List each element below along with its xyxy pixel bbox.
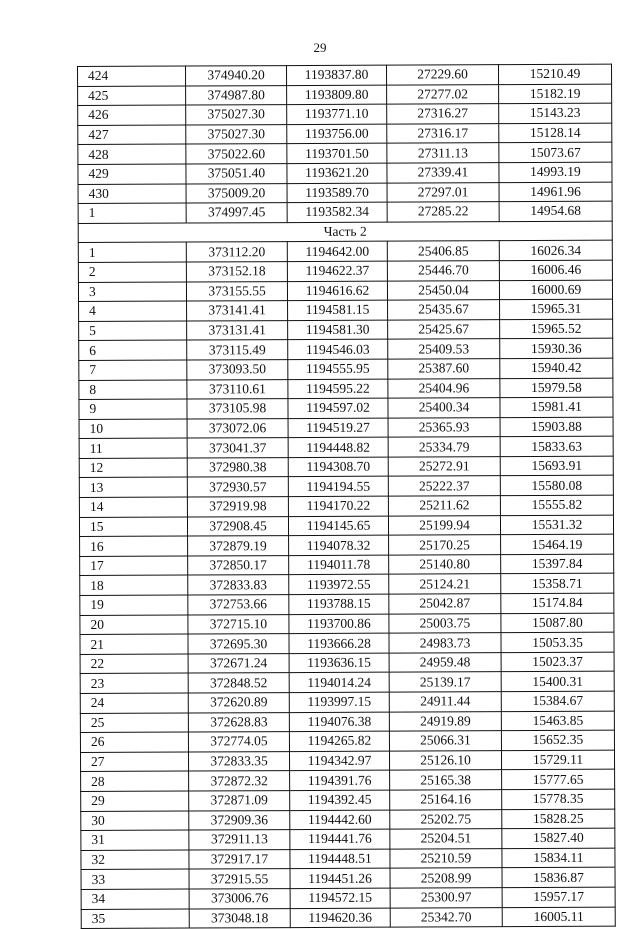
point-number-cell: 7 xyxy=(79,360,187,380)
point-number-cell: 32 xyxy=(81,850,189,870)
x2-cell: 25406.85 xyxy=(387,241,499,261)
point-number-cell: 11 xyxy=(79,438,187,458)
x2-cell: 25365.93 xyxy=(388,417,500,437)
y2-cell: 15940.42 xyxy=(500,358,613,378)
table-row xyxy=(78,64,612,86)
y-cell: 1194620.36 xyxy=(290,908,390,928)
table-row xyxy=(78,84,612,106)
point-number-cell: 21 xyxy=(80,634,188,654)
table-row xyxy=(79,299,613,321)
x2-cell: 24983.73 xyxy=(389,633,501,653)
x-cell: 373093.50 xyxy=(187,359,288,379)
x2-cell: 25164.16 xyxy=(390,790,502,810)
x2-cell: 25003.75 xyxy=(389,613,501,633)
x2-cell: 25334.79 xyxy=(388,437,500,457)
x-cell: 372671.24 xyxy=(188,653,289,673)
coordinates-table-wrap xyxy=(77,64,612,929)
y2-cell: 14954.68 xyxy=(499,201,612,221)
y2-cell: 15210.49 xyxy=(498,64,611,84)
point-number-cell: 19 xyxy=(80,595,188,615)
table-row xyxy=(81,828,615,850)
x-cell: 372919.98 xyxy=(187,497,288,517)
x2-cell: 25140.80 xyxy=(389,554,501,574)
point-number-cell: 17 xyxy=(80,556,188,576)
y-cell: 1194597.02 xyxy=(288,398,388,418)
x-cell: 375027.30 xyxy=(186,105,287,125)
y2-cell: 15087.80 xyxy=(501,613,614,633)
table-row xyxy=(79,417,613,439)
x2-cell: 25425.67 xyxy=(388,319,500,339)
point-number-cell: 35 xyxy=(81,909,189,929)
y-cell: 1194145.65 xyxy=(288,516,388,536)
y-cell: 1194595.22 xyxy=(288,379,388,399)
table-row xyxy=(78,201,612,223)
table-row xyxy=(79,378,613,400)
point-number-cell: 14 xyxy=(79,497,187,517)
y2-cell: 15729.11 xyxy=(501,750,614,770)
x2-cell: 25446.70 xyxy=(387,261,499,281)
table-row xyxy=(78,103,612,125)
table-row xyxy=(78,123,612,145)
x-cell: 372774.05 xyxy=(188,732,289,752)
x2-cell: 25170.25 xyxy=(389,535,501,555)
y2-cell: 15903.88 xyxy=(500,417,613,437)
y2-cell: 15358.71 xyxy=(501,574,614,594)
y2-cell: 15182.19 xyxy=(499,84,612,104)
table-row xyxy=(78,260,612,282)
x-cell: 374997.45 xyxy=(186,203,287,223)
point-number-cell: 31 xyxy=(81,830,189,850)
x2-cell: 25409.53 xyxy=(388,339,500,359)
y-cell: 1194308.70 xyxy=(288,457,388,477)
x2-cell: 25404.96 xyxy=(388,378,500,398)
y2-cell: 15174.84 xyxy=(501,593,614,613)
x-cell: 372620.89 xyxy=(188,693,289,713)
table-row xyxy=(80,613,614,635)
table-row xyxy=(81,770,615,792)
y2-cell: 15827.40 xyxy=(502,828,615,848)
y-cell: 1193636.15 xyxy=(289,653,389,673)
y2-cell: 15693.91 xyxy=(500,456,613,476)
x-cell: 373048.18 xyxy=(189,908,290,928)
point-number-cell: 4 xyxy=(79,301,187,321)
x2-cell: 25042.87 xyxy=(389,594,501,614)
y2-cell: 15384.67 xyxy=(501,691,614,711)
y-cell: 1194014.24 xyxy=(289,673,389,693)
x2-cell: 24959.48 xyxy=(389,652,501,672)
x2-cell: 25066.31 xyxy=(389,731,501,751)
x-cell: 372909.36 xyxy=(189,810,290,830)
x2-cell: 25202.75 xyxy=(390,809,502,829)
y-cell: 1193756.00 xyxy=(287,124,387,144)
x-cell: 372715.10 xyxy=(188,614,289,634)
y2-cell: 15833.63 xyxy=(500,436,613,456)
point-number-cell: 33 xyxy=(81,869,189,889)
table-row xyxy=(80,711,614,733)
x-cell: 372753.66 xyxy=(188,595,289,615)
x2-cell: 25210.59 xyxy=(390,848,502,868)
x2-cell: 24911.44 xyxy=(389,692,501,712)
y-cell: 1194572.15 xyxy=(290,888,390,908)
table-row xyxy=(79,319,613,341)
y-cell: 1194448.82 xyxy=(288,437,388,457)
table-row xyxy=(81,868,615,890)
point-number-cell: 28 xyxy=(81,771,189,791)
x2-cell: 25165.38 xyxy=(390,770,502,790)
x2-cell: 25387.60 xyxy=(388,359,500,379)
y-cell: 1194581.15 xyxy=(288,300,388,320)
x2-cell: 25400.34 xyxy=(388,398,500,418)
point-number-cell: 5 xyxy=(79,321,187,341)
point-number-cell: 9 xyxy=(79,399,187,419)
y2-cell: 16006.46 xyxy=(499,260,612,280)
y2-cell: 15531.32 xyxy=(500,515,613,535)
x2-cell: 25139.17 xyxy=(389,672,501,692)
x2-cell: 25204.51 xyxy=(390,829,502,849)
x2-cell: 27311.13 xyxy=(387,143,499,163)
x-cell: 372908.45 xyxy=(187,516,288,536)
y2-cell: 16026.34 xyxy=(499,241,612,261)
point-number-cell: 1 xyxy=(78,242,186,262)
point-number-cell: 429 xyxy=(78,164,186,184)
x-cell: 372980.38 xyxy=(187,457,288,477)
x-cell: 372872.32 xyxy=(189,771,290,791)
y2-cell: 15053.35 xyxy=(501,632,614,652)
y-cell: 1193589.70 xyxy=(287,183,387,203)
x2-cell: 24919.89 xyxy=(389,711,501,731)
table-row xyxy=(79,358,613,380)
y-cell: 1194519.27 xyxy=(288,418,388,438)
y-cell: 1194194.55 xyxy=(288,477,388,497)
y-cell: 1193771.10 xyxy=(287,104,387,124)
y-cell: 1193666.28 xyxy=(289,633,389,653)
point-number-cell: 20 xyxy=(80,615,188,635)
point-number-cell: 1 xyxy=(78,203,186,223)
x-cell: 373112.20 xyxy=(186,242,287,262)
table-row xyxy=(78,241,612,263)
y2-cell: 15580.08 xyxy=(500,476,613,496)
y-cell: 1194442.60 xyxy=(290,810,390,830)
y-cell: 1193997.15 xyxy=(289,692,389,712)
x-cell: 372917.17 xyxy=(189,849,290,869)
y2-cell: 15965.52 xyxy=(500,319,613,339)
y2-cell: 15930.36 xyxy=(500,338,613,358)
table-row xyxy=(79,515,613,537)
x2-cell: 25272.91 xyxy=(388,457,500,477)
point-number-cell: 29 xyxy=(81,791,189,811)
point-number-cell: 34 xyxy=(81,889,189,909)
x-cell: 373105.98 xyxy=(187,399,288,419)
x-cell: 373152.18 xyxy=(186,262,287,282)
x-cell: 375009.20 xyxy=(186,183,287,203)
point-number-cell: 24 xyxy=(80,693,188,713)
y-cell: 1194342.97 xyxy=(289,751,389,771)
table-row xyxy=(79,436,613,458)
table-row xyxy=(79,495,613,517)
table-row xyxy=(79,397,613,419)
y-cell: 1194441.76 xyxy=(290,829,390,849)
y2-cell: 15834.11 xyxy=(502,848,615,868)
point-number-cell: 6 xyxy=(79,340,187,360)
table-row xyxy=(80,730,614,752)
table-row xyxy=(80,554,614,576)
x-cell: 374987.80 xyxy=(186,85,287,105)
point-number-cell: 427 xyxy=(78,125,186,145)
y-cell: 1194622.37 xyxy=(287,261,387,281)
x2-cell: 25199.94 xyxy=(388,515,500,535)
y-cell: 1194392.45 xyxy=(290,790,390,810)
point-number-cell: 22 xyxy=(80,654,188,674)
table-row xyxy=(78,162,612,184)
point-number-cell: 15 xyxy=(79,517,187,537)
y2-cell: 15778.35 xyxy=(502,789,615,809)
x-cell: 372850.17 xyxy=(188,555,289,575)
point-number-cell: 424 xyxy=(78,66,186,86)
x2-cell: 25450.04 xyxy=(387,280,499,300)
x-cell: 373006.76 xyxy=(189,889,290,909)
x-cell: 372871.09 xyxy=(189,791,290,811)
x-cell: 372930.57 xyxy=(187,477,288,497)
coordinates-table xyxy=(77,64,616,929)
table-row xyxy=(80,574,614,596)
x-cell: 374940.20 xyxy=(186,66,287,86)
point-number-cell: 430 xyxy=(78,184,186,204)
point-number-cell: 426 xyxy=(78,105,186,125)
y-cell: 1194076.38 xyxy=(289,712,389,732)
point-number-cell: 30 xyxy=(81,811,189,831)
point-number-cell: 18 xyxy=(80,575,188,595)
y2-cell: 14993.19 xyxy=(499,162,612,182)
x-cell: 372848.52 xyxy=(188,673,289,693)
table-row xyxy=(78,182,612,204)
y2-cell: 14961.96 xyxy=(499,182,612,202)
table-row xyxy=(79,456,613,478)
table-row xyxy=(80,652,614,674)
x2-cell: 27297.01 xyxy=(387,182,499,202)
point-number-cell: 3 xyxy=(78,282,186,302)
point-number-cell: 16 xyxy=(80,536,188,556)
table-row xyxy=(78,143,612,165)
y2-cell: 15143.23 xyxy=(499,103,612,123)
y-cell: 1193809.80 xyxy=(287,85,387,105)
point-number-cell: 26 xyxy=(80,732,188,752)
x-cell: 372915.55 xyxy=(189,869,290,889)
y2-cell: 16005.11 xyxy=(502,907,615,927)
x2-cell: 25300.97 xyxy=(390,888,502,908)
x2-cell: 27285.22 xyxy=(387,202,499,222)
y-cell: 1194170.22 xyxy=(288,496,388,516)
y2-cell: 15400.31 xyxy=(501,672,614,692)
table-part-2-header xyxy=(78,221,612,243)
table-row xyxy=(80,593,614,615)
y-cell: 1193837.80 xyxy=(287,65,387,85)
x2-cell: 27339.41 xyxy=(387,163,499,183)
x-cell: 373072.06 xyxy=(187,418,288,438)
x-cell: 373155.55 xyxy=(186,281,287,301)
y-cell: 1194555.95 xyxy=(288,359,388,379)
table-row xyxy=(78,280,612,302)
x-cell: 372833.83 xyxy=(188,575,289,595)
y2-cell: 15981.41 xyxy=(500,397,613,417)
y2-cell: 15464.19 xyxy=(501,534,614,554)
point-number-cell: 2 xyxy=(78,262,186,282)
y-cell: 1193700.86 xyxy=(289,614,389,634)
table-part-1 xyxy=(78,64,613,223)
x-cell: 372879.19 xyxy=(188,536,289,556)
point-number-cell: 13 xyxy=(79,477,187,497)
table-row xyxy=(81,848,615,870)
y-cell: 1194011.78 xyxy=(289,555,389,575)
part-2-label: Часть 2 xyxy=(78,221,612,243)
x-cell: 375051.40 xyxy=(186,164,287,184)
y-cell: 1193788.15 xyxy=(289,594,389,614)
x-cell: 372911.13 xyxy=(189,830,290,850)
point-number-cell: 10 xyxy=(79,419,187,439)
x2-cell: 25126.10 xyxy=(389,750,501,770)
x-cell: 373110.61 xyxy=(187,379,288,399)
point-number-cell: 425 xyxy=(78,86,186,106)
page-number: 29 xyxy=(313,40,327,55)
y2-cell: 15397.84 xyxy=(501,554,614,574)
x2-cell: 27316.27 xyxy=(387,104,499,124)
y-cell: 1194078.32 xyxy=(289,535,389,555)
table-row xyxy=(79,476,613,498)
y2-cell: 15652.35 xyxy=(501,730,614,750)
table-row xyxy=(80,750,614,772)
x-cell: 372628.83 xyxy=(188,712,289,732)
y-cell: 1193972.55 xyxy=(289,575,389,595)
x2-cell: 27229.60 xyxy=(386,65,498,85)
part-header-row xyxy=(78,221,612,243)
point-number-cell: 12 xyxy=(79,458,187,478)
x2-cell: 27316.17 xyxy=(387,123,499,143)
point-number-cell: 428 xyxy=(78,144,186,164)
x2-cell: 25435.67 xyxy=(388,300,500,320)
point-number-cell: 25 xyxy=(80,713,188,733)
y2-cell: 15957.17 xyxy=(502,887,615,907)
table-row xyxy=(80,632,614,654)
table-row xyxy=(80,534,614,556)
x-cell: 373131.41 xyxy=(187,320,288,340)
x2-cell: 25124.21 xyxy=(389,574,501,594)
y2-cell: 15836.87 xyxy=(502,868,615,888)
y2-cell: 15828.25 xyxy=(502,809,615,829)
y-cell: 1194451.26 xyxy=(290,868,390,888)
table-row xyxy=(81,809,615,831)
y-cell: 1193621.20 xyxy=(287,163,387,183)
x-cell: 373041.37 xyxy=(187,438,288,458)
y2-cell: 15128.14 xyxy=(499,123,612,143)
y2-cell: 15023.37 xyxy=(501,652,614,672)
x-cell: 373115.49 xyxy=(187,340,288,360)
x-cell: 375027.30 xyxy=(186,124,287,144)
x2-cell: 25342.70 xyxy=(390,907,502,927)
x2-cell: 25222.37 xyxy=(388,476,500,496)
y2-cell: 15965.31 xyxy=(500,299,613,319)
y2-cell: 15979.58 xyxy=(500,378,613,398)
x-cell: 372695.30 xyxy=(188,634,289,654)
table-row xyxy=(80,691,614,713)
y-cell: 1194616.62 xyxy=(287,281,387,301)
y2-cell: 15555.82 xyxy=(500,495,613,515)
point-number-cell: 27 xyxy=(80,752,188,772)
y-cell: 1193701.50 xyxy=(287,144,387,164)
y2-cell: 15777.65 xyxy=(502,770,615,790)
table-row xyxy=(81,789,615,811)
x-cell: 375022.60 xyxy=(186,144,287,164)
y-cell: 1193582.34 xyxy=(287,202,387,222)
table-part-2 xyxy=(78,241,615,929)
y-cell: 1194642.00 xyxy=(287,241,387,261)
x2-cell: 25208.99 xyxy=(390,868,502,888)
y-cell: 1194546.03 xyxy=(288,339,388,359)
x-cell: 373141.41 xyxy=(187,301,288,321)
y-cell: 1194391.76 xyxy=(290,771,390,791)
y-cell: 1194581.30 xyxy=(288,320,388,340)
x-cell: 372833.35 xyxy=(188,751,289,771)
table-row xyxy=(81,887,615,909)
y2-cell: 16000.69 xyxy=(499,280,612,300)
point-number-cell: 8 xyxy=(79,380,187,400)
y2-cell: 15463.85 xyxy=(501,711,614,731)
table-row xyxy=(79,338,613,360)
y-cell: 1194265.82 xyxy=(289,731,389,751)
point-number-cell: 23 xyxy=(80,673,188,693)
x2-cell: 25211.62 xyxy=(388,496,500,516)
y-cell: 1194448.51 xyxy=(290,849,390,869)
x2-cell: 27277.02 xyxy=(387,84,499,104)
table-row xyxy=(80,672,614,694)
y2-cell: 15073.67 xyxy=(499,143,612,163)
